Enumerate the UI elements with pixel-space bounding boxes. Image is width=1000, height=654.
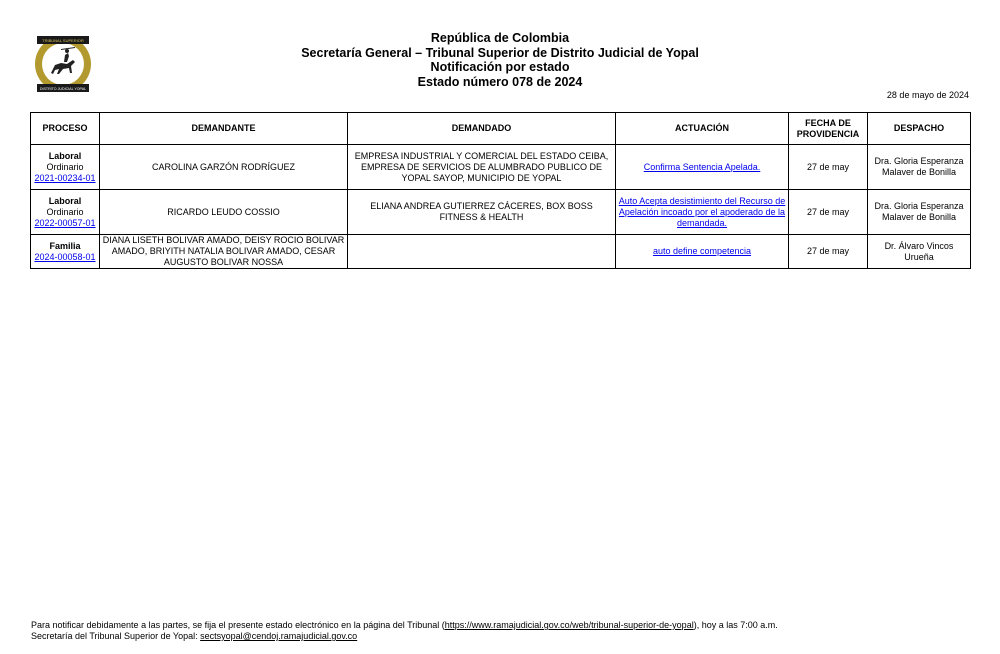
logo-bottom-text: DISTRITO JUDICIAL YOPAL	[39, 87, 87, 91]
actuacion-cell	[616, 235, 789, 269]
fecha-cell: 27 de may	[789, 145, 868, 190]
col-fecha: FECHA DE PROVIDENCIA	[789, 113, 868, 145]
demandado-cell	[348, 235, 616, 269]
despacho-cell: Dr. Álvaro Vincos Urueña	[868, 235, 971, 269]
footer-line-2	[31, 631, 778, 642]
despacho-cell: Dra. Gloria Esperanza Malaver de Bonilla	[868, 145, 971, 190]
col-proceso: PROCESO	[31, 113, 100, 145]
col-despacho: DESPACHO	[868, 113, 971, 145]
proceso-cell	[31, 145, 100, 190]
header-estado: Estado número 078 de 2024	[417, 74, 583, 89]
logo-top-text: TRIBUNAL SUPERIOR	[42, 38, 84, 43]
footer-text: ), hoy a las 7:00 a.m.	[693, 620, 778, 630]
proceso-cell	[31, 235, 100, 269]
footer-text: Para notificar debidamente a las partes, se fija el presente estado electrónico en la página del Tribunal (	[31, 620, 445, 630]
fecha-cell: 27 de may	[789, 190, 868, 235]
footer-note	[31, 620, 778, 642]
proceso-number-link[interactable]: 2024-00058-01	[34, 251, 96, 262]
proceso-subtype: Ordinario	[46, 206, 84, 217]
document-date: 28 de mayo de 2024	[886, 90, 969, 100]
proceso-subtype: Ordinario	[46, 161, 84, 172]
actuacion-cell	[616, 190, 789, 235]
fecha-cell: 27 de may	[789, 235, 868, 269]
table-row	[31, 235, 971, 269]
table-header-row	[31, 113, 971, 145]
col-demandado: DEMANDADO	[348, 113, 616, 145]
demandante-cell: RICARDO LEUDO COSSIO	[100, 190, 348, 235]
document-header	[0, 31, 1000, 89]
proceso-number-link[interactable]: 2021-00234-01	[34, 172, 96, 183]
col-demandante: DEMANDANTE	[100, 113, 348, 145]
table-row	[31, 190, 971, 235]
despacho-cell: Dra. Gloria Esperanza Malaver de Bonilla	[868, 190, 971, 235]
col-actuacion: ACTUACIÓN	[616, 113, 789, 145]
actuacion-link[interactable]: Confirma Sentencia Apelada.	[643, 161, 761, 172]
footer-line-1	[31, 620, 778, 631]
demandante-cell: CAROLINA GARZÓN RODRÍGUEZ	[100, 145, 348, 190]
proceso-type: Familia	[49, 240, 81, 251]
demandante-cell: DIANA LISETH BOLIVAR AMADO, DEISY ROCIO BOLIVAR AMADO, BRIYITH NATALIA BOLIVAR AMADO, CESAR AUGUSTO BOLIVAR NOSSA	[100, 235, 348, 269]
demandado-cell: EMPRESA INDUSTRIAL Y COMERCIAL DEL ESTADO CEIBA, EMPRESA DE SERVICIOS DE ALUMBRADO PUBLICO DE YOPAL SAYOP, MUNICIPIO DE YOPAL	[348, 145, 616, 190]
header-title: Notificación por estado	[430, 60, 570, 74]
proceso-type: Laboral	[48, 150, 82, 161]
tribunal-url-link[interactable]: https://www.ramajudicial.gov.co/web/tribunal-superior-de-yopal	[444, 620, 694, 630]
header-country: República de Colombia	[430, 31, 570, 45]
actuacion-cell	[616, 145, 789, 190]
header-entity: Secretaría General – Tribunal Superior de Distrito Judicial de Yopal	[301, 45, 699, 60]
proceso-type: Laboral	[48, 195, 82, 206]
secretaria-email-link[interactable]: sectsyopal@cendoj.ramajudicial.gov.co	[200, 631, 358, 641]
table-row	[31, 145, 971, 190]
estado-table	[30, 112, 971, 269]
footer-text: Secretaría del Tribunal Superior de Yopal:	[31, 631, 201, 641]
actuacion-link[interactable]: Auto Acepta desistimiento del Recurso de Apelación incoado por el apoderado de la demandada.	[618, 195, 786, 228]
actuacion-link[interactable]: auto define competencia	[652, 246, 752, 256]
proceso-cell	[31, 190, 100, 235]
proceso-number-link[interactable]: 2022-00057-01	[34, 217, 96, 228]
demandado-cell: ELIANA ANDREA GUTIERREZ CÁCERES, BOX BOSS FITNESS & HEALTH	[348, 190, 616, 235]
